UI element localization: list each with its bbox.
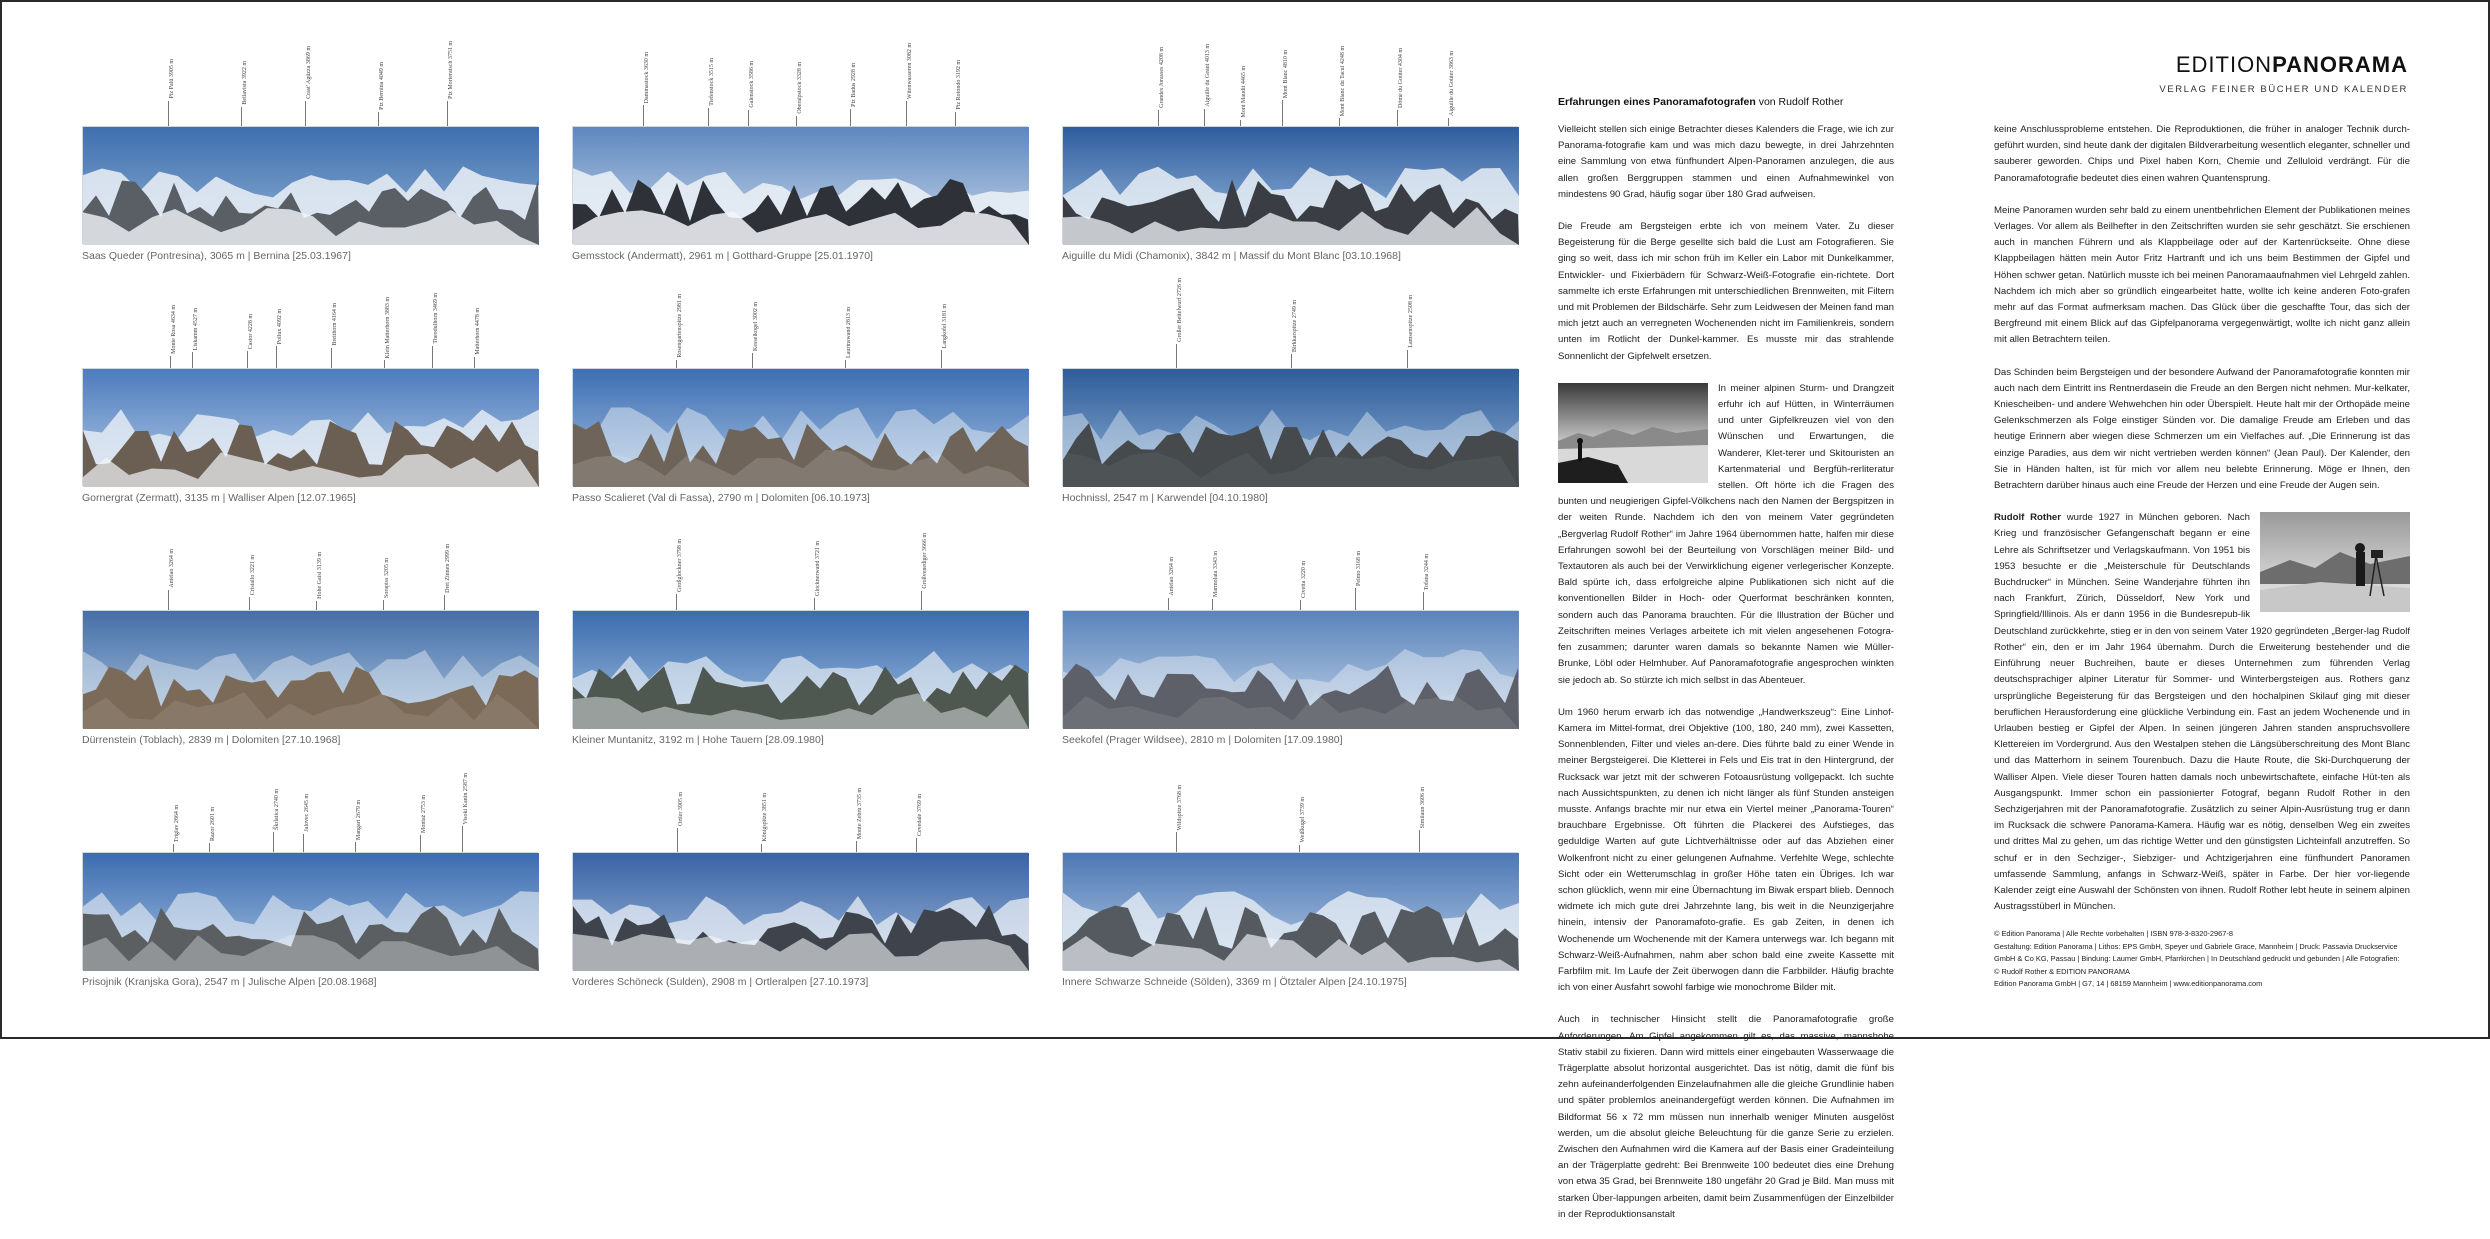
peak-tick	[1300, 600, 1301, 610]
paragraph: In meiner alpinen Sturm- und Drangzeit erfuhr ich auf Hütten, in Winterräumen und unter Gipfelkreuzen viel von den Wünschen und Erwartungen, die Wanderer, Klet-terer und Skitouristen an Kartenmaterial und Bergfüh-rerliteratur stellen. Oft hörte ich die Fragen des bunten und neugierigen Gipfel-Völkchens nach den Namen der Bergspitzen in der weiten Runde. Nachdem ich den von meinem Vater gegründeten „Bergverlag Rudolf Rother“ im Jahre 1964 übernommen hatte, halfen mir diese Erfahrungen sowohl bei der Beurteilung von Vorschlägen meiner Bild- und Textautoren als auch bei der Verwirklichung eigener verlegerischer Konzepte. Bald spürte ich, dass erfolgreiche alpine Publikationen sich nicht auf die konventionellen Bilder in Hoch- oder Querformat beschränken konnten, sondern auch das Panorama brauchten. Für die Illustration der Bücher und Zeitschriften meines Verlages arbeitete ich mit vielen angesehenen Fotogra-fen zusammen; darunter waren damals so bekannte Namen wie Müller-Brunke, Löbl oder Helmhuber. Auf Panoramafotografie angesprochen winkten sie jedoch ab. So stürzte ich mich selbst in das Abenteuer.	[1558, 382, 1894, 686]
peak-label: Oberalpstock 3328 m	[796, 62, 803, 114]
peak-tick	[921, 591, 922, 610]
panorama-caption: Vorderes Schöneck (Sulden), 2908 m | Ortleralpen [27.10.1973]	[572, 976, 869, 988]
panorama-photo	[1062, 126, 1518, 244]
peak-label: Visoki Kanin 2587 m	[462, 772, 469, 824]
panorama-photo	[1062, 610, 1518, 728]
peak-tick	[1423, 592, 1424, 610]
peak-tick	[383, 600, 384, 610]
panorama-tile	[572, 282, 1028, 522]
peak-tick	[1176, 344, 1177, 368]
paragraph: Das Schinden beim Bergsteigen und der besondere Aufwand der Panoramafotografie konnten mir auch nach dem Eintritt ins Rentnerdasein die Freude an den Bergen nicht nehmen. Mur-kelkater, Kniescheiben- und andere Wehwehchen hin oder Überspielt. Heute halt mir der Orthopäde meine Gelenkschmerzen als Folge einstiger Sünden vor. Die damalige Freude am Erleben und das heutige Erinnern aber wiegen diese Schmerzen um ein Vielfaches auf. „Die Erinnerung ist das einzige Paradies, aus dem wir nicht vertrieben werden können“ (Jean Paul). Der Kalender, den Sie in Händen halten, ist für mich vor allem neu belebte Erinnerung. Möge er Ihnen, den Betrachtern darüber hinaus auch eine Freude der Herzen und eine Freude der Augen sein.	[1994, 366, 2410, 492]
peak-label: Hohe Gaisl 3139 m	[316, 552, 323, 599]
peak-label: Monte Zebrù 3735 m	[857, 787, 864, 839]
peak-tick	[850, 109, 851, 126]
peak-label: Pollux 4092 m	[277, 308, 284, 344]
peak-tick	[420, 835, 421, 852]
peak-label: Jalovec 2645 m	[303, 794, 310, 832]
panorama-photo	[572, 368, 1028, 486]
peak-tick	[241, 107, 242, 126]
panorama-caption: Passo Scalieret (Val di Fassa), 2790 m | Dolomiten [06.10.1973]	[572, 492, 870, 504]
peak-tick	[316, 601, 317, 610]
peak-label: Wildspitze 3768 m	[1177, 784, 1184, 830]
bio-name: Rudolf Rother	[1994, 512, 2062, 524]
peak-tick	[856, 841, 857, 852]
panorama-photo	[1062, 368, 1518, 486]
peak-tick	[192, 352, 193, 368]
peak-label: Rosengartenspitze 2981 m	[677, 294, 684, 358]
bio-paragraph: Rudolf Rother wurde 1927 in München geboren. Nach Krieg und französischer Gefangenschaft begann er eine Lehre als Schriftsetzer und Verlagskaufmann. Von 1951 bis 1953 besuchte er die „Meisterschule für Deutschlands Buchdrucker“ in München. Seine Wanderjahre führten ihn nach Frankfurt, Zürich, Düsseldorf, New York und Springfield/Illinois. Als er dann 1956 in die Bundesrepub-lik Deutschland zurückkehrte, stieg er in den von seinem Vater 1920 gegründeten „Berger-lag Rudolf Rother“ ein, den er im Jahr 1964 übernahm. Durch die Erweiterung bestehender und die Einführung neuer Buchreihen, baute er dieses Unternehmen zum führenden Verlag deutschsprachiger alpiner Literatur für Sommer- und Winterbergsteigen aus. Rothers ganz ursprüngliche Begeisterung für das Bergsteigen und den hochalpinen Skilauf ging mit dieser beruflichen Herausforderung eine glückliche Verbindung ein. Fast an jedem Wochenende und in Urlauben bestieg er Gipfel der Alpen. In seinen jüngeren Jahren standen anspruchsvollere Klettereien im Vordergrund. Aus den Westalpen stehen die Längsüberschreitung des Mont Blanc und das Matterhorn in seinem Tourenbuch. Dazu die Haute Route, die Ski-Durchquerung der Walliser Alpen. Viele dieser Touren hatten damals noch unbewirtschaftete, einfache Hüt-ten als Ausgangspunkt. Immer schon ein passionierter Fotograf, begann Rudolf Rother in den Sechzigerjahren mit der Panoramafotografie. Zusätzlich zu seiner Alpin-Ausrüstung trug er dann im Rucksack die schwere Panorama-Kamera. Häufig war es nötig, denselben Weg ein zweites und drittes Mal zu gehen, um das richtige Wetter und den günstigsten Lichteinfall anzutreffen. So schuf er in den Sechziger-, Siebziger- und Achtzigerjahren eine fünfhundert Panoramen umfassende Sammlung, anfangs in Schwarz-Weiß, später in Farbe. Der hier vor-liegende Kalender zeigt eine Auswahl der Schönsten von ihnen. Rudolf Rother lebt heute in seinem alpinen Austragsstüberl in München.	[1994, 512, 2411, 913]
panorama-photo	[82, 610, 538, 728]
panorama-photo	[572, 852, 1028, 970]
peak-tick	[173, 844, 174, 852]
panorama-photo	[82, 126, 538, 244]
peak-tick	[1212, 599, 1213, 610]
peak-labels	[82, 766, 538, 852]
peak-tick	[273, 832, 274, 852]
photographer-portrait-photo	[2260, 512, 2410, 612]
paragraph: keine Anschlussprobleme entstehen. Die Reproduktionen, die früher in analoger Technik durch-geführt wurden, sind heute dank der digitalen Bildverarbeitung wesentlich eleganter, schneller und sauberer geworden. Chips und Pixel haben Korn, Chemie und Zelluloid verdrängt. Für die Panoramafotografie bedeutet dies einen wahren Quantensprung.	[1994, 124, 2410, 184]
peak-label: Galenstock 3586 m	[748, 61, 755, 108]
panorama-tile	[1062, 40, 1518, 280]
peak-label: Marmolata 3343 m	[1213, 551, 1220, 597]
peak-tick	[1204, 109, 1205, 126]
paragraph: Meine Panoramen wurden sehr bald zu einem unentbehrlichen Element der Publikationen meines Verlages. Vor allem als Beilhefter in den Zeitschriften wurden sie sehr geschätzt. Sie erschienen auch in manchen Führern und als Klappbeilage oder auf der Kartenrückseite. Ohne diese Klappbeilagen hätten mein Autor Fritz Hartranft und ich uns beim Bestimmen der Gipfel und Höhen schwer getan. Natürlich musste ich bei meinen Panoramaaufnahmen viel Lehrgeld zahlen. Nachdem ich mich aber so gründlich eingearbeitet hatte, wollte ich keine anderen Foto-grafen mehr auf das Format aufmerksam machen. Das Glück über die geschaffte Tour, das sich der Bergfreund mit einem Blick auf das Gipfelpanorama vergegenwärtigt, wollte ich nicht ganz allein mit allen Betrachtern teilen.	[1994, 204, 2410, 346]
panorama-caption: Gornergrat (Zermatt), 3135 m | Walliser Alpen [12.07.1965]	[82, 492, 356, 504]
peak-label: Kesselkogel 3002 m	[752, 302, 759, 351]
peak-label: Antelao 3264 m	[1169, 557, 1176, 596]
panorama-caption: Dürrenstein (Toblach), 2839 m | Dolomiten [27.10.1968]	[82, 734, 341, 746]
article-column-1	[1558, 122, 1894, 1239]
peak-label: Laurinswand 2813 m	[845, 307, 852, 358]
peak-tick	[1299, 845, 1300, 852]
peak-tick	[303, 834, 304, 852]
peak-label: Cristallo 3221 m	[250, 554, 257, 595]
panorama-caption: Hochnissl, 2547 m | Karwendel [04.10.1980]	[1062, 492, 1268, 504]
peak-label: Königspitze 3851 m	[761, 793, 768, 842]
brand-tagline: VERLAG FEINER BÜCHER UND KALENDER	[2159, 84, 2408, 95]
peak-label: Matterhorn 4478 m	[474, 308, 481, 355]
peak-labels	[82, 40, 538, 126]
imprint-line: © Rudolf Rother & EDITION PANORAMA	[1994, 966, 2130, 976]
peak-tick	[247, 351, 248, 368]
panorama-photo	[82, 368, 538, 486]
article-column-2	[1994, 122, 2410, 931]
peak-label: Piz Rotondo 3192 m	[956, 60, 963, 110]
panorama-caption: Saas Queder (Pontresina), 3065 m | Bernina [25.03.1967]	[82, 250, 351, 262]
panorama-photo	[572, 126, 1028, 244]
peak-tick	[941, 350, 942, 368]
peak-tick	[1419, 830, 1420, 852]
peak-label: Lamsenspitze 2508 m	[1408, 295, 1415, 348]
peak-tick	[814, 598, 815, 610]
peak-tick	[331, 348, 332, 368]
peak-tick	[474, 357, 475, 368]
peak-tick	[845, 360, 846, 368]
brand-logo	[2159, 52, 2408, 95]
peak-label: Crast' Agüzza 3869 m	[305, 46, 312, 99]
peak-tick	[676, 360, 677, 368]
peak-tick	[761, 844, 762, 852]
peak-tick	[1282, 100, 1283, 126]
peak-tick	[276, 346, 277, 368]
peak-label: Tofana 3244 m	[1424, 553, 1431, 590]
panorama-tile	[82, 282, 538, 522]
peak-label: Witenwasseren 3082 m	[907, 42, 914, 99]
peak-label: Großglockner 3798 m	[676, 539, 683, 592]
peak-label: Civetta 3220 m	[1300, 561, 1307, 598]
peak-labels	[1062, 40, 1518, 126]
peak-tick	[955, 112, 956, 126]
peak-tick	[444, 595, 445, 610]
panorama-tile	[82, 766, 538, 1006]
peak-labels	[1062, 766, 1518, 852]
panorama-grid	[82, 40, 1518, 1000]
panorama-caption: Gemsstock (Andermatt), 2961 m | Gotthard-Gruppe [25.01.1970]	[572, 250, 873, 262]
panorama-tile	[572, 40, 1028, 280]
peak-label: Glocknerwand 3721 m	[814, 541, 821, 596]
peak-label: Piz Morteratsch 3751 m	[448, 41, 455, 99]
panorama-tile	[572, 524, 1028, 764]
peak-label: Mangart 2679 m	[356, 800, 363, 840]
peak-label: Piz Badus 2928 m	[850, 63, 857, 107]
peak-label: Liskamm 4527 m	[192, 307, 199, 350]
peak-label: Similaun 3606 m	[1419, 786, 1426, 828]
imprint-line: Edition Panorama GmbH | G7, 14 | 68159 Mannheim | www.editionpanorama.com	[1994, 979, 2263, 989]
peak-tick	[168, 590, 169, 610]
panorama-caption: Kleiner Muntanitz, 3192 m | Hohe Tauern [28.09.1980]	[572, 734, 824, 746]
peak-label: Weißkugel 3739 m	[1300, 797, 1307, 843]
peak-labels	[82, 524, 538, 610]
peak-tick	[1448, 118, 1449, 126]
peak-label: Tiefenstock 3515 m	[708, 58, 715, 106]
peak-tick	[1339, 118, 1340, 126]
peak-tick	[378, 112, 379, 126]
panorama-photo	[1062, 852, 1518, 970]
article-title: Erfahrungen eines Panoramafotografen von Rudolf Rother	[1558, 96, 1844, 108]
peak-tick	[1407, 350, 1408, 368]
panorama-caption: Prisojnik (Kranjska Gora), 2547 m | Julische Alpen [20.08.1968]	[82, 976, 377, 988]
peak-tick	[209, 843, 210, 852]
imprint-line: GmbH & Co KG, Passau | Bindung: Laumer GmbH, Pfarrkirchen | In Deutschland gedruckt und gebunden | Alle Fotografien:	[1994, 954, 2400, 964]
peak-tick	[170, 356, 171, 368]
panorama-photo	[572, 610, 1028, 728]
panorama-photo	[82, 852, 538, 970]
peak-label: Aiguille du Goûter 3863 m	[1449, 51, 1456, 116]
panorama-tile	[82, 40, 538, 280]
peak-tick	[748, 110, 749, 126]
peak-label: Bellavista 3922 m	[241, 61, 248, 105]
peak-tick	[916, 838, 917, 852]
peak-tick	[1176, 832, 1177, 852]
peak-tick	[906, 101, 907, 126]
imprint-line: © Edition Panorama | Alle Rechte vorbehalten | ISBN 978-3-8320-2967-8	[1994, 929, 2233, 938]
peak-label: Breithorn 4164 m	[332, 303, 339, 346]
peak-label: Razor 2601 m	[210, 807, 217, 841]
panorama-tile	[572, 766, 1028, 1006]
paragraph: Um 1960 herum erwarb ich das notwendige „Handwerkszeug“: Eine Linhof-Kamera im Mittel-format, drei Objektive (100, 180, 240 mm), zwei Kassetten, Sonnenblenden, Filter und vieles an-dere. Dies führte bald zu einer Wende in meiner Bergsteigerei. Die Kletterei in Fels und Eis trat in den Hintergrund, der Rucksack war jetzt mit der schweren Fotoausrüstung vollgepackt. Ich suchte nach Aussichtspunkten, zu denen ich nicht länger als fünf Stunden ansteigen musste. Anfangs brachte mir nur etwa ein Viertel meiner „Panorama-Touren“ brauchbare Ergebnisse. Oft führten die Plackerei des Aufstieges, das geduldige Warten auf gute Lichtverhältnisse oder auf das Abziehen einer Wolkenfront nicht zu einer gelungenen Aufnahme. Verfehlte Wege, schlechte Sicht oder ein Wetterumschlag in großer Höhe taten ein Übriges. Ich war schon glücklich, wenn mir eine Übernachtung im Biwak erspart blieb. Dennoch widmete ich mich gute drei Jahrzehnte lang, bis weit in die Neunzigerjahre hinein, intensiv der Panoramafoto-grafie. Es gab Zeiten, in denen ich Wochenende um Wochenende mit der Kamera unterwegs war. Ich begann mit Schwarz-Weiß-Aufnahmen, nahm aber schon bald eine zweite Kassette mit Farbfilm mit. Im Laufe der Zeit überwogen dann die Farbbilder. Häufig brachte ich von einer Ausfahrt sowohl farbige wie monochrome Bilder mit.	[1558, 706, 1894, 994]
peak-tick	[447, 101, 448, 126]
peak-label: Theodulhorn 3469 m	[433, 293, 440, 344]
peak-label: Cevedale 3769 m	[917, 794, 924, 836]
peak-label: Mont Blanc 4810 m	[1282, 49, 1289, 98]
peak-tick	[462, 826, 463, 852]
peak-label: Montaž 2753 m	[420, 795, 427, 833]
peak-tick	[643, 105, 644, 126]
peak-labels	[572, 40, 1028, 126]
peak-label: Mont Blanc du Tacul 4248 m	[1339, 45, 1346, 116]
peak-label: Škrlatica 2740 m	[274, 789, 281, 830]
imprint-line: Gestaltung: Edition Panorama | Lithos: EPS GmbH, Speyer und Gabriele Grace, Mannheim | Druck: Passavia Druckservice	[1994, 941, 2398, 951]
peak-label: Langkofel 3181 m	[941, 303, 948, 348]
peak-label: Drei Zinnen 2999 m	[445, 544, 452, 593]
peak-tick	[1291, 354, 1292, 368]
peak-label: Mont Maudit 4465 m	[1240, 66, 1247, 118]
peak-tick	[249, 597, 250, 610]
peak-labels	[1062, 524, 1518, 610]
peak-labels	[1062, 278, 1518, 368]
panorama-tile	[1062, 524, 1518, 764]
peak-tick	[752, 353, 753, 368]
peak-tick	[305, 101, 306, 126]
peak-label: Piz Palü 3905 m	[168, 59, 175, 99]
panorama-caption: Aiguille du Midi (Chamonix), 3842 m | Massif du Mont Blanc [03.10.1968]	[1062, 250, 1401, 262]
peak-tick	[796, 116, 797, 126]
panorama-caption: Innere Schwarze Schneide (Sölden), 3369 m | Ötztaler Alpen [24.10.1975]	[1062, 976, 1407, 988]
panorama-tile	[1062, 766, 1518, 1006]
peak-label: Großer Bettelwurf 2726 m	[1176, 278, 1183, 342]
panorama-tile	[1062, 278, 1518, 522]
peak-label: Klein Matterhorn 3883 m	[384, 296, 391, 358]
peak-tick	[1355, 588, 1356, 610]
panorama-tile	[82, 524, 538, 764]
peak-label: Antelao 3264 m	[168, 549, 175, 588]
peak-label: Dammastock 3630 m	[643, 51, 650, 103]
peak-labels	[572, 524, 1028, 610]
peak-label: Ortler 3905 m	[677, 792, 684, 826]
peak-label: Monte Rosa 4634 m	[170, 305, 177, 354]
photographer-landscape-photo	[1558, 383, 1708, 483]
peak-label: Pelmo 3168 m	[1355, 550, 1362, 586]
peak-label: Aiguille du Géant 4013 m	[1205, 44, 1212, 107]
panorama-caption: Seekofel (Prager Wildsee), 2810 m | Dolomiten [17.09.1980]	[1062, 734, 1343, 746]
peak-tick	[168, 101, 169, 126]
peak-label: Großvenediger 3666 m	[922, 533, 929, 589]
peak-label: Castor 4228 m	[247, 313, 254, 349]
peak-labels	[572, 282, 1028, 368]
peak-label: Piz Bernina 4049 m	[378, 62, 385, 110]
peak-labels	[82, 282, 538, 368]
paragraph: Die Freude am Bergsteigen erbte ich von meinem Vater. Zu dieser Begeisterung für die Berge gesellte sich bald die Lust am Fotografieren. Sie ging so weit, dass ich mir schon früh im Keller ein Labor mit Dunkelkammer, Entwickler- und Fixierbädern für Schwarz-Weiß-Fotografie ein-richtete. Dort sammelte ich erste Erfahrungen mit unterschiedlichen Brennweiten, mit Filtern und mit Problemen der Bildschärfe. Sehr zum Leidwesen der Meinen fand man mich jetzt auch an verregneten Wochenenden nicht im Familienkreis, sondern unten im Rotlicht der Dunkel-kammer. Es musste mir das strahlende Sonnenlicht der Gipfelwelt ersetzen.	[1558, 221, 1894, 362]
peak-tick	[432, 346, 433, 368]
brand-name: EDITIONPANORAMA	[2175, 52, 2408, 77]
peak-tick	[1168, 598, 1169, 610]
peak-tick	[1158, 110, 1159, 126]
imprint	[1994, 928, 2414, 991]
peak-tick	[355, 842, 356, 852]
peak-tick	[676, 594, 677, 610]
peak-label: Sorapiss 3205 m	[384, 557, 391, 598]
paragraph: Auch in technischer Hinsicht stellt die Panoramafotografie große Anforderungen. Am Gipfel angekommen gilt es, das massive, mannshohe Stativ stabil zu fixieren. Dann wird mittels einer eingebauten Wasserwaage die Trägerplatte absolut horizontal ausgerichtet. Das ist nötig, damit die fünf bis zehn aufeinanderfolgenden Einzelaufnahmen alle die gleiche Grundlinie haben und später problemlos aneinandergefügt werden können. Die Aufnahmen im Bildformat 56 x 72 mm müssen nun innerhalb weniger Minuten ausgelöst werden, um die absolut gleiche Beleuchtung für die ganze Serie zu erzielen. Zwischen den Aufnahmen wird die Kamera auf der Basis einer Gradeinteilung an der Trägerplatte gedreht: Bei Brennweite 100 bedeutet dies eine Drehung von etwa 35 Grad, bei Brennweite 180 ungefähr 20 Grad je Bild. Man muss mit starken Über-lappungen arbeiten, damit beim Zusammenfügen der Einzelbilder in der Reproduktionsanstalt	[1558, 1014, 1894, 1220]
peak-tick	[708, 108, 709, 126]
peak-label: Dôme du Goûter 4304 m	[1397, 48, 1404, 108]
peak-label: Birkkarspitze 2749 m	[1291, 300, 1298, 352]
paragraph: Vielleicht stellen sich einige Betrachter dieses Kalenders die Frage, wie ich zur Panorama-fotografie kam und was mich dazu bewegte, in drei Jahrzehnten eine Sammlung von etwa fünfhundert Alpen-Panoramen anzulegen, die aus allen großen Berggruppen stammen und einen Aufnahmewinkel von mindestens 90 Grad, häufig sogar über 180 Grad aufweisen.	[1558, 124, 1894, 200]
peak-labels	[572, 766, 1028, 852]
peak-tick	[384, 360, 385, 368]
peak-label: Triglav 2864 m	[174, 804, 181, 842]
peak-tick	[677, 828, 678, 852]
peak-tick	[1397, 110, 1398, 126]
peak-label: Grandes Jorasses 4208 m	[1158, 47, 1165, 108]
